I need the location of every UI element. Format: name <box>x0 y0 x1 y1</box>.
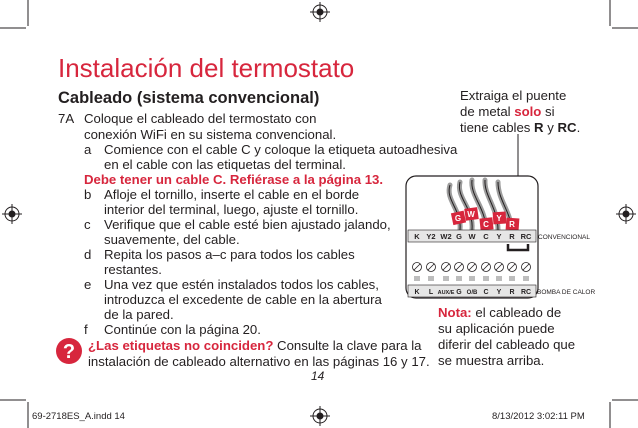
question-mark-icon <box>55 337 83 365</box>
terminal-label: R <box>509 232 515 241</box>
terminal-label: RC <box>520 289 532 296</box>
tag-label: G <box>454 214 462 223</box>
terminal-label: G <box>456 232 462 241</box>
registration-mark-icon <box>310 406 330 426</box>
item-text-line: interior del terminal, luego, ajuste el tornillo. <box>104 202 359 217</box>
heat-pump-caption: BOMBA DE CALOR <box>537 289 596 296</box>
wiring-diagram <box>390 130 620 305</box>
callout-line: tiene cables R y RC. <box>460 120 581 135</box>
item-text-line: Afloje el tornillo, inserte el cable en el borde <box>104 187 360 202</box>
item-text-line: restantes. <box>104 262 162 277</box>
item-letter: d <box>84 247 92 262</box>
note-line: su aplicación puede <box>438 321 555 336</box>
item-letter: b <box>84 187 92 202</box>
item-letter: e <box>84 277 92 292</box>
note-line: Nota: el cableado de <box>438 305 562 320</box>
terminal-label: Y2 <box>426 232 436 241</box>
terminal-label: K <box>414 232 420 241</box>
question-text: Consulte la clave para la <box>273 338 422 353</box>
registration-mark-icon <box>310 2 330 22</box>
note-line: diferir del cableado que <box>438 337 576 352</box>
question-line <box>88 338 421 354</box>
item-letter: c <box>84 217 91 232</box>
svg-text:?: ? <box>62 341 76 363</box>
terminal-label: C <box>483 289 489 296</box>
section-subheading: Cableado (sistema convencional) <box>58 89 320 107</box>
item-text-line: Una vez que estén instalados todos los cables, <box>104 277 379 292</box>
item-letter: a <box>84 142 92 157</box>
terminal-label: R <box>509 289 515 296</box>
callout-line: Extraiga el puente <box>460 88 567 103</box>
item-text-line: en el cable con las etiquetas del terminal. <box>104 157 346 172</box>
item-letter: f <box>84 322 88 337</box>
conventional-caption: CONVENCIONAL <box>538 234 591 241</box>
terminal-label: W <box>468 232 476 241</box>
terminal-label: O/B <box>466 290 478 296</box>
tag-label: Y <box>496 214 502 223</box>
item-text-line: introduzca el excedente de cable en la abertura <box>104 292 382 307</box>
item-text-line: Continúe con la página 20. <box>104 322 261 337</box>
terminal-label: RC <box>520 232 532 241</box>
terminal-label: G <box>456 289 462 296</box>
terminal-label: L <box>428 289 434 296</box>
terminal-label: K <box>414 289 420 296</box>
c-wire-warning: Debe tener un cable C. Refiérase a la página 13. <box>84 172 384 187</box>
step-number: 7A <box>58 111 75 126</box>
step-text-line: Coloque el cableado del termostato con <box>84 111 317 126</box>
note-label: Nota: <box>438 305 472 320</box>
step-text-line: conexión WiFi en su sistema convencional. <box>84 127 337 142</box>
item-text-line: de la pared. <box>104 307 174 322</box>
item-text-line: suavemente, del cable. <box>104 232 240 247</box>
page-number: 14 <box>311 369 325 383</box>
item-text-line: Repita los pasos a–c para todos los cables <box>104 247 355 262</box>
tag-label: C <box>483 220 489 229</box>
tag-label: W <box>467 210 475 219</box>
callout-emphasis: solo <box>514 104 542 119</box>
item-text-line: Comience con el cable C y coloque la etiqueta autoadhesiva <box>104 142 458 157</box>
question-title: ¿Las etiquetas no coinciden? <box>88 338 274 353</box>
terminal-label: C <box>483 232 489 241</box>
terminal-label: Y <box>496 289 502 296</box>
item-text-line: Verifique que el cable esté bien ajustado jalando, <box>104 217 391 232</box>
registration-mark-icon <box>2 204 22 224</box>
terminal-label: AUX/E <box>437 290 455 296</box>
terminal-label: Y <box>496 232 502 241</box>
note-line: se muestra arriba. <box>438 353 545 368</box>
question-text-line: instalación de cableado alternativo en las páginas 16 y 17. <box>88 354 430 369</box>
callout-line: de metal solo si <box>460 104 555 119</box>
terminal-label: W2 <box>440 232 452 241</box>
tag-label: R <box>509 220 515 229</box>
footer-date: 8/13/2012 3:02:11 PM <box>492 411 585 422</box>
page-title: Instalación del termostato <box>58 53 355 83</box>
footer-file: 69-2718ES_A.indd 14 <box>32 411 125 422</box>
